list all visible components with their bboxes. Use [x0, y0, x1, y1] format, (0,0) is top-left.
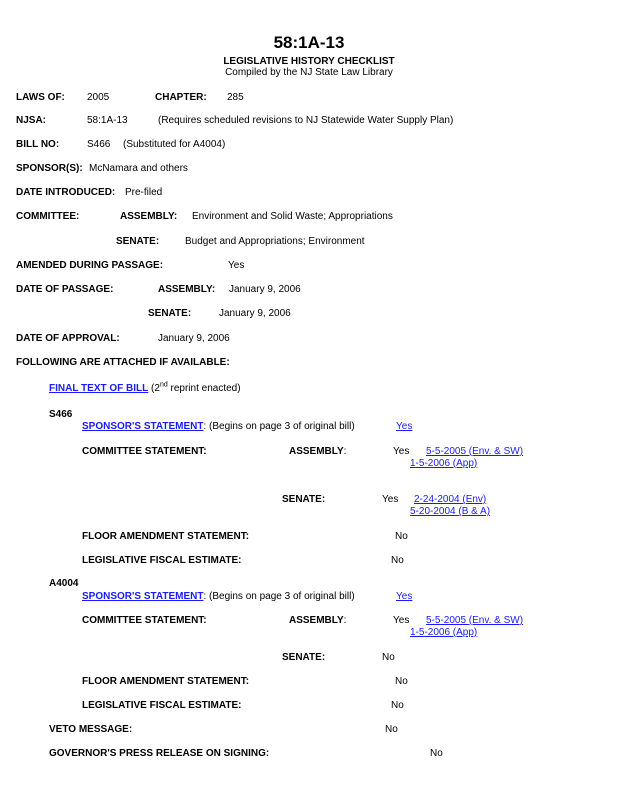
- final-text-pre: (2: [151, 383, 160, 394]
- committee-assembly-label: ASSEMBLY:: [120, 211, 178, 222]
- s466-senate-label: SENATE:: [282, 494, 326, 505]
- a4004-fiscal-label: LEGISLATIVE FISCAL ESTIMATE:: [82, 700, 242, 711]
- s466-assembly-link-1[interactable]: 5-5-2005 (Env. & SW): [426, 446, 524, 457]
- press-release-value: No: [430, 748, 443, 759]
- passage-assembly-label: ASSEMBLY:: [158, 284, 216, 295]
- passage-label: DATE OF PASSAGE:: [16, 284, 114, 295]
- page-subtitle: LEGISLATIVE HISTORY CHECKLIST: [223, 56, 395, 67]
- committee-assembly-value: Environment and Solid Waste; Appropriations: [192, 211, 393, 222]
- s466-assembly-label: ASSEMBLY: [289, 446, 344, 457]
- njsa-note: (Requires scheduled revisions to NJ Statewide Water Supply Plan): [158, 115, 454, 126]
- s466-assembly-value: Yes: [393, 446, 410, 457]
- passage-senate-value: January 9, 2006: [219, 308, 291, 319]
- a4004-sponsor-statement-link[interactable]: SPONSOR'S STATEMENT: [82, 591, 204, 602]
- date-introduced-label: DATE INTRODUCED:: [16, 187, 116, 198]
- a4004-floor-label: FLOOR AMENDMENT STATEMENT:: [82, 676, 250, 687]
- s466-fiscal-label: LEGISLATIVE FISCAL ESTIMATE:: [82, 555, 242, 566]
- a4004-fiscal-value: No: [391, 700, 404, 711]
- njsa-label: NJSA:: [16, 115, 47, 126]
- laws-of-label: LAWS OF:: [16, 92, 65, 103]
- a4004-assembly-value: Yes: [393, 615, 410, 626]
- compiled-by: Compiled by the NJ State Law Library: [225, 67, 393, 78]
- a4004-heading: A4004: [49, 578, 79, 589]
- final-text-sup: nd: [159, 381, 168, 389]
- a4004-floor-value: No: [395, 676, 408, 687]
- sponsors-value: McNamara and others: [89, 163, 188, 174]
- a4004-sponsor-yes-link[interactable]: Yes: [396, 591, 413, 602]
- s466-sponsor-statement-link[interactable]: SPONSOR'S STATEMENT: [82, 421, 204, 432]
- a4004-assembly-label: ASSEMBLY: [289, 615, 344, 626]
- final-text-row: [49, 383, 241, 395]
- a4004-senate-value: No: [382, 652, 395, 663]
- final-text-link[interactable]: FINAL TEXT OF BILL: [49, 383, 149, 394]
- press-release-label: GOVERNOR'S PRESS RELEASE ON SIGNING:: [49, 748, 270, 759]
- veto-label: VETO MESSAGE:: [49, 724, 133, 735]
- s466-sponsor-note: : (Begins on page 3 of original bill): [203, 421, 355, 432]
- s466-senate-link-1[interactable]: 2-24-2004 (Env): [414, 494, 487, 505]
- s466-assembly-link-2[interactable]: 1-5-2006 (App): [410, 458, 478, 469]
- a4004-senate-label: SENATE:: [282, 652, 326, 663]
- a4004-assembly-link-2[interactable]: 1-5-2006 (App): [410, 627, 478, 638]
- a4004-assembly-label-row: [289, 615, 346, 627]
- attached-heading: FOLLOWING ARE ATTACHED IF AVAILABLE:: [16, 357, 230, 368]
- approval-value: January 9, 2006: [158, 333, 230, 344]
- s466-floor-label: FLOOR AMENDMENT STATEMENT:: [82, 531, 250, 542]
- approval-label: DATE OF APPROVAL:: [16, 333, 120, 344]
- s466-floor-value: No: [395, 531, 408, 542]
- bill-no-value: S466: [87, 139, 111, 150]
- a4004-sponsor-note: : (Begins on page 3 of original bill): [203, 591, 355, 602]
- s466-sponsor-yes-link[interactable]: Yes: [396, 421, 413, 432]
- s466-fiscal-value: No: [391, 555, 404, 566]
- passage-senate-label: SENATE:: [148, 308, 192, 319]
- page-title: 58:1A-13: [273, 33, 345, 52]
- final-text-post: reprint enacted): [167, 383, 241, 394]
- veto-value: No: [385, 724, 398, 735]
- committee-label: COMMITTEE:: [16, 211, 80, 222]
- amended-label: AMENDED DURING PASSAGE:: [16, 260, 164, 271]
- s466-senate-link-2[interactable]: 5-20-2004 (B & A): [410, 506, 491, 517]
- passage-assembly-value: January 9, 2006: [229, 284, 301, 295]
- committee-senate-value: Budget and Appropriations; Environment: [185, 236, 365, 247]
- a4004-committee-label: COMMITTEE STATEMENT:: [82, 615, 207, 626]
- date-introduced-value: Pre-filed: [125, 187, 163, 198]
- a4004-sponsor-row: [82, 591, 355, 603]
- s466-sponsor-row: [82, 421, 355, 433]
- laws-of-value: 2005: [87, 92, 110, 103]
- njsa-value: 58:1A-13: [87, 115, 128, 126]
- amended-value: Yes: [228, 260, 245, 271]
- committee-senate-label: SENATE:: [116, 236, 160, 247]
- sponsors-label: SPONSOR(S):: [16, 163, 83, 174]
- chapter-label: CHAPTER:: [155, 92, 207, 103]
- s466-senate-value: Yes: [382, 494, 399, 505]
- a4004-assembly-link-1[interactable]: 5-5-2005 (Env. & SW): [426, 615, 524, 626]
- s466-committee-label: COMMITTEE STATEMENT:: [82, 446, 207, 457]
- bill-no-label: BILL NO:: [16, 139, 60, 150]
- s466-heading: S466: [49, 409, 73, 420]
- s466-assembly-colon: :: [343, 446, 347, 457]
- s466-assembly-label-row: [289, 446, 346, 458]
- bill-no-note: (Substituted for A4004): [123, 139, 226, 150]
- chapter-value: 285: [227, 92, 244, 103]
- a4004-assembly-colon: :: [343, 615, 347, 626]
